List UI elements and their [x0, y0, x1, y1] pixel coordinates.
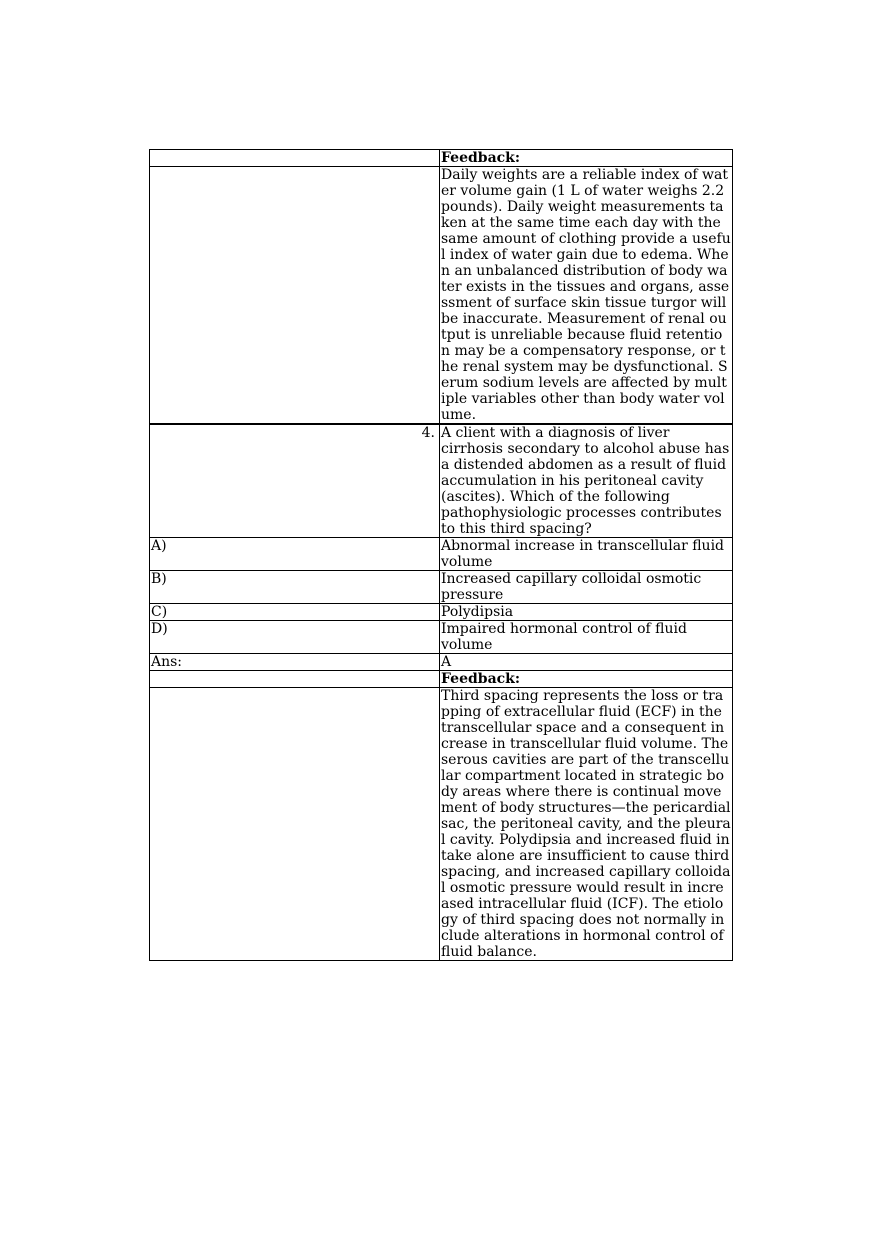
answer-value: A: [440, 654, 733, 671]
feedback-label: Feedback:: [440, 671, 733, 688]
option-text: Abnormal increase in transcellular fluid volume: [440, 538, 733, 571]
feedback-text-row: [150, 167, 733, 424]
option-label: B): [150, 571, 440, 604]
question-table: [149, 424, 733, 961]
option-row-d: [150, 621, 733, 654]
option-row-b: [150, 571, 733, 604]
option-label: D): [150, 621, 440, 654]
option-label: C): [150, 604, 440, 621]
option-text: Polydipsia: [440, 604, 733, 621]
answer-label: Ans:: [150, 654, 440, 671]
question-row: [150, 425, 733, 538]
option-row-a: [150, 538, 733, 571]
empty-cell: [150, 671, 440, 688]
empty-cell: [150, 150, 440, 167]
feedback-text: Daily weights are a reliable index of water volume gain (1 L of water weighs 2.2 pounds). Daily weight measurements taken at the same time each day with the same amount of clothing provide a useful index of water gain due to edema. When an unbalanced distribution of body water exists in the tissues and organs, assessment of surface skin tissue turgor will be inaccurate. Measurement of renal output is unreliable because fluid retention may be a compensatory response, or the renal system may be dysfunctional. Serum sodium levels are affected by multiple variables other than body water volume.: [441, 167, 731, 423]
previous-feedback-table: [149, 149, 733, 424]
feedback-header-row: [150, 671, 733, 688]
feedback-text: Third spacing represents the loss or trapping of extracellular fluid (ECF) in the transcellular space and a consequent increase in transcellular fluid volume. The serous cavities are part of the transcellular compartment located in strategic body areas where there is continual movement of body structures—the pericardial sac, the peritoneal cavity, and the pleural cavity. Polydipsia and increased fluid intake alone are insufficient to cause third spacing, and increased capillary colloidal osmotic pressure would result in increased intracellular fluid (ICF). The etiology of third spacing does not normally include alterations in hormonal control of fluid balance.: [441, 688, 731, 960]
feedback-header-row: [150, 150, 733, 167]
question-number: 4.: [150, 425, 440, 538]
feedback-label: Feedback:: [440, 150, 733, 167]
option-text: Increased capillary colloidal osmotic pressure: [440, 571, 733, 604]
option-text: Impaired hormonal control of fluid volume: [440, 621, 733, 654]
option-row-c: [150, 604, 733, 621]
question-text: A client with a diagnosis of liver cirrhosis secondary to alcohol abuse has a distended abdomen as a result of fluid accumulation in his peritoneal cavity (ascites). Which of the following pathophysiologic processes contributes to this third spacing?: [440, 425, 733, 538]
answer-row: [150, 654, 733, 671]
empty-cell: [150, 167, 440, 424]
option-label: A): [150, 538, 440, 571]
feedback-text-row: [150, 688, 733, 961]
empty-cell: [150, 688, 440, 961]
